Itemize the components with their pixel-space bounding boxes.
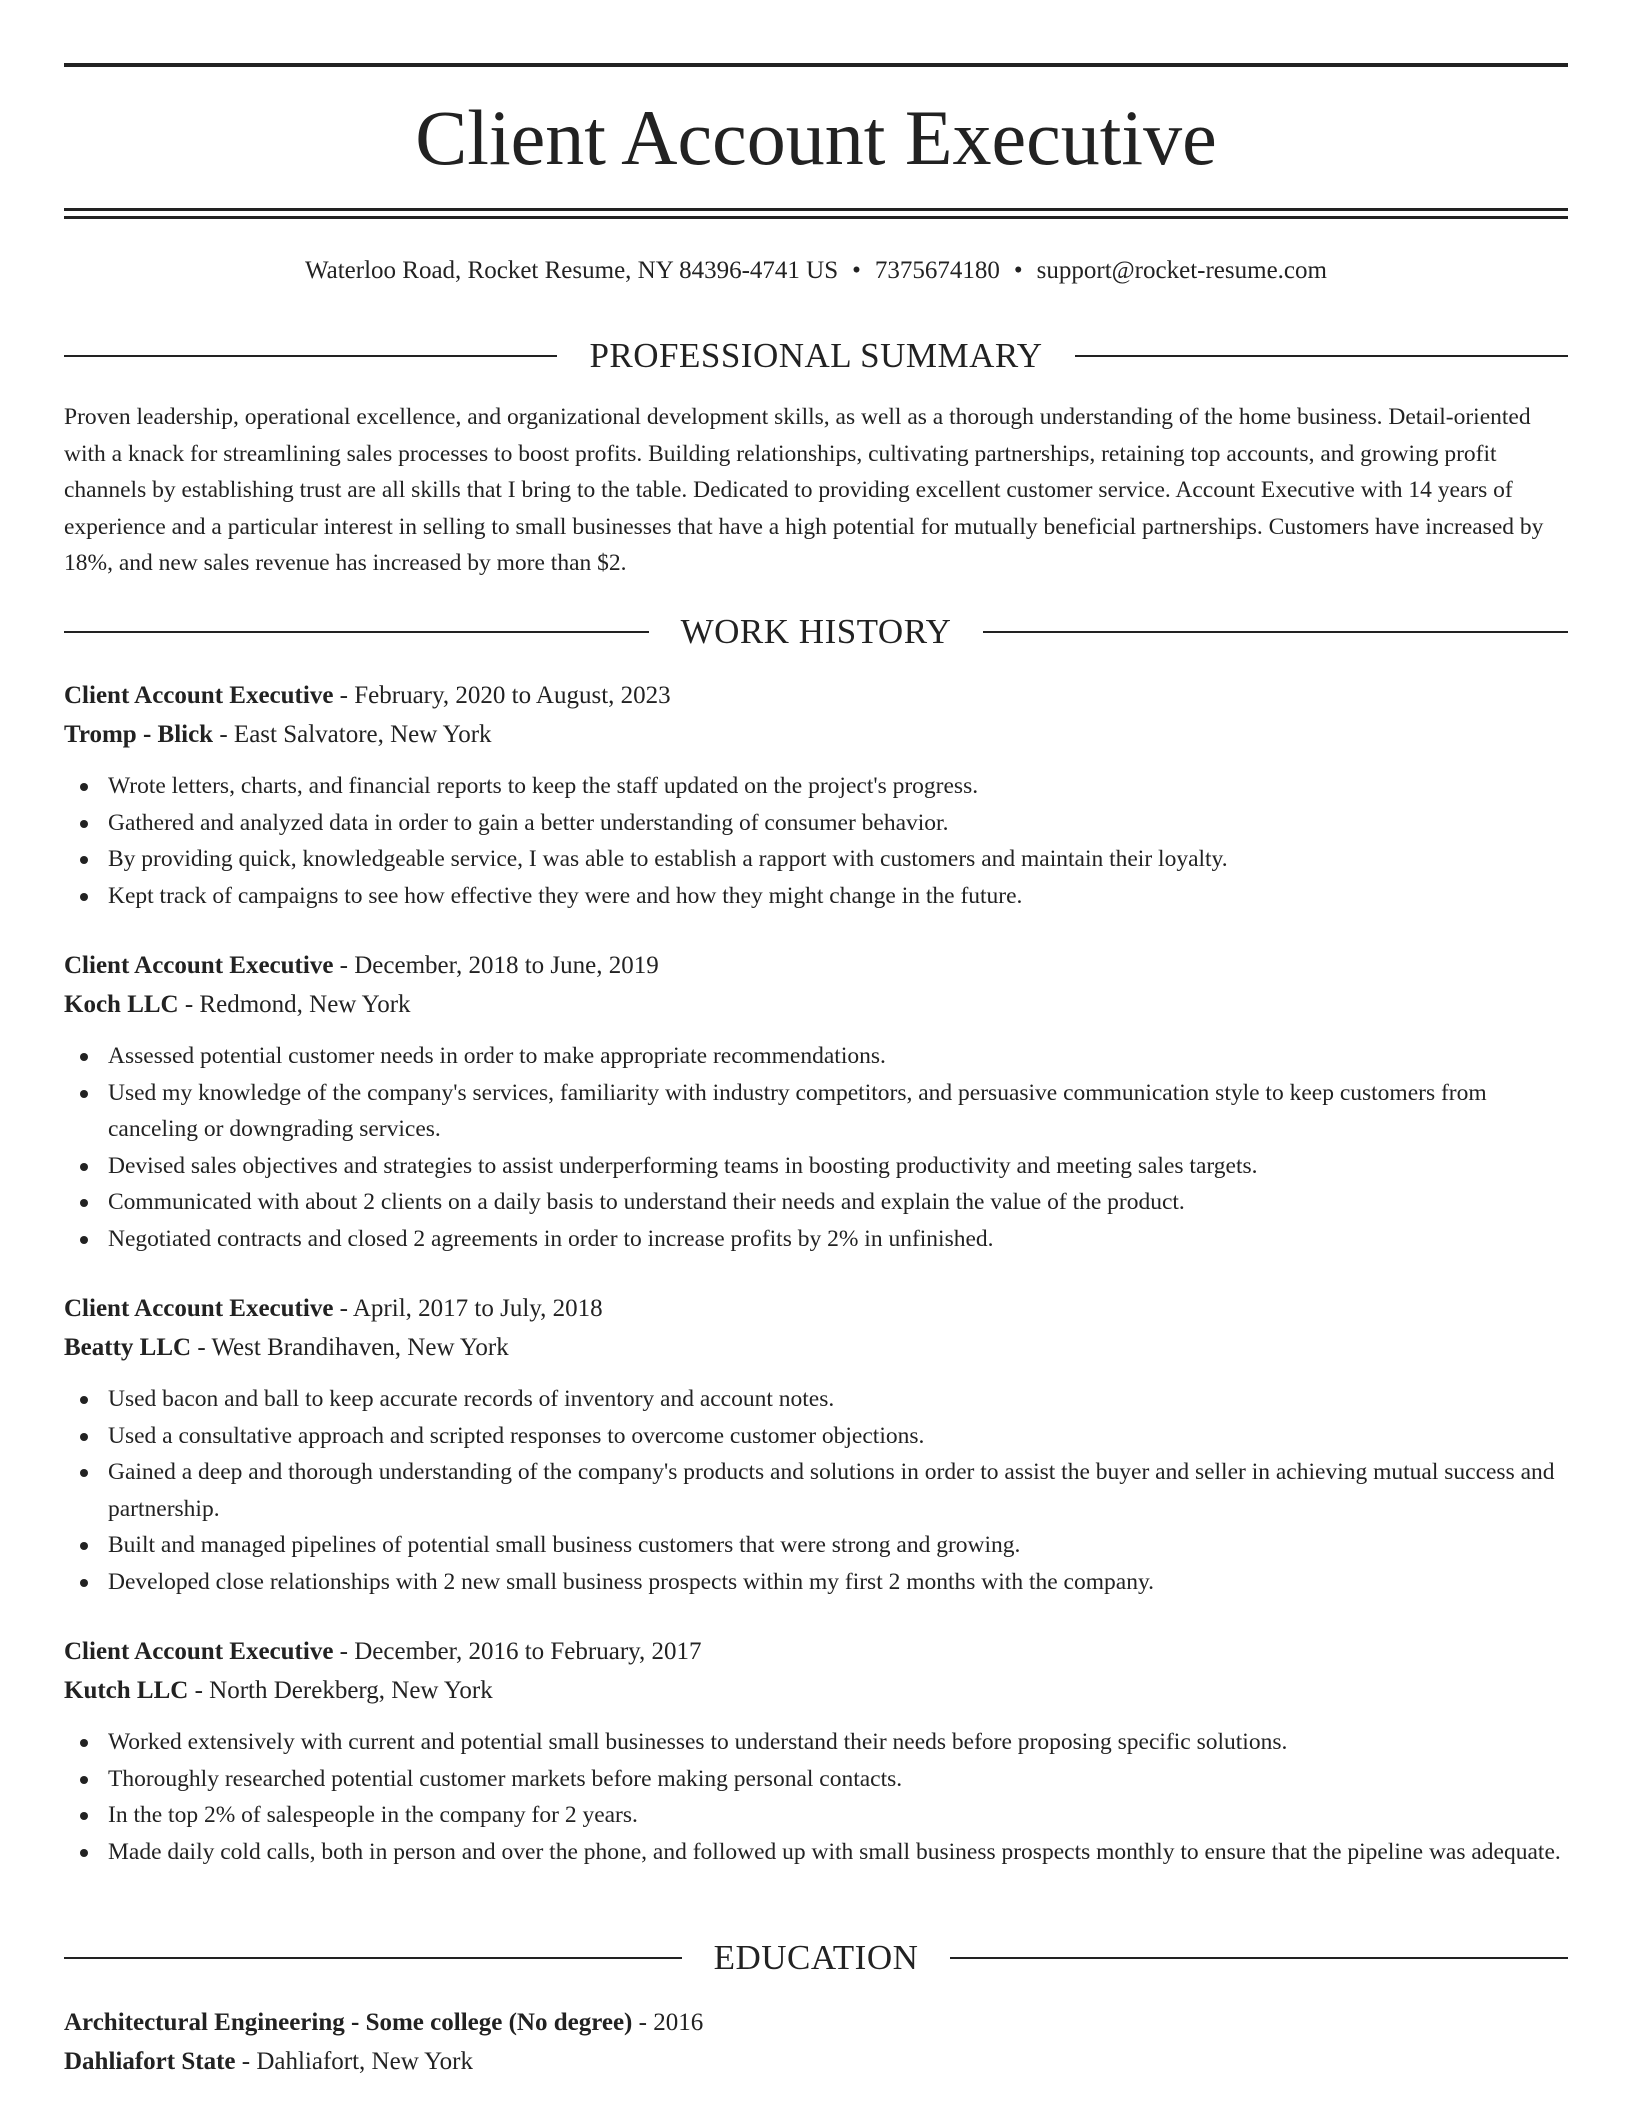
job-dates: - April, 2017 to July, 2018 (333, 1295, 603, 1322)
job-bullet: Used bacon and ball to keep accurate records of inventory and account notes. (64, 1381, 1568, 1418)
job-bullet: Communicated with about 2 clients on a daily basis to understand their needs and explain the value of the product. (64, 1184, 1568, 1221)
job-bullet: Developed close relationships with 2 new small business prospects within my first 2 months with the company. (64, 1564, 1568, 1601)
heading-rule-left (64, 1957, 682, 1959)
job-location: - West Brandihaven, New York (191, 1334, 509, 1361)
job-company-line (64, 1328, 1568, 1367)
job-bullet: By providing quick, knowledgeable service, I was able to establish a rapport with customers and maintain their loyalty. (64, 841, 1568, 878)
job-location: - North Derekberg, New York (188, 1677, 493, 1704)
heading-rule-right (950, 1957, 1568, 1959)
resume-title: Client Account Executive (415, 94, 1217, 181)
summary-heading (64, 336, 1568, 376)
job-bullets (64, 1381, 1568, 1600)
job-bullet: Made daily cold calls, both in person and over the phone, and followed up with small business prospects monthly to ensure that the pipeline was adequate. (64, 1834, 1568, 1871)
job-bullet: Kept track of campaigns to see how effective they were and how they might change in the future. (64, 878, 1568, 915)
contact-phone: 7375674180 (874, 257, 1000, 284)
title-rule-upper (64, 208, 1568, 211)
job-location: - Redmond, New York (178, 991, 411, 1018)
job-bullet: Built and managed pipelines of potential small business customers that were strong and growing. (64, 1527, 1568, 1564)
job-title: Client Account Executive (64, 682, 334, 709)
job-bullet: In the top 2% of salespeople in the company for 2 years. (64, 1797, 1568, 1834)
job-title-line (64, 676, 1568, 715)
job-bullets (64, 1724, 1568, 1870)
job-bullet: Used my knowledge of the company's services, familiarity with industry competitors, and persuasive communication style to keep customers from canceling or downgrading services. (64, 1075, 1568, 1148)
title-rule-lower (64, 216, 1568, 219)
job-entry (64, 1289, 1568, 1600)
education-location: - Dahliafort, New York (235, 2048, 473, 2075)
job-bullet: Gathered and analyzed data in order to gain a better understanding of consumer behavior. (64, 805, 1568, 842)
job-dates: - December, 2018 to June, 2019 (333, 952, 659, 979)
job-bullet: Assessed potential customer needs in order to make appropriate recommendations. (64, 1038, 1568, 1075)
heading-rule-right (1075, 355, 1568, 357)
contact-email: support@rocket-resume.com (1036, 257, 1327, 284)
job-entry (64, 1632, 1568, 1870)
job-dates: - December, 2016 to February, 2017 (333, 1638, 702, 1665)
contact-separator: • (1013, 257, 1023, 284)
job-bullet: Thoroughly researched potential customer markets before making personal contacts. (64, 1761, 1568, 1798)
job-bullet: Negotiated contracts and closed 2 agreements in order to increase profits by 2% in unfinished. (64, 1221, 1568, 1258)
education-heading (64, 1938, 1568, 1978)
job-title: Client Account Executive (64, 952, 334, 979)
education-degree-line (64, 2003, 1568, 2042)
job-company: Beatty LLC (64, 1334, 192, 1361)
job-bullet: Used a consultative approach and scripted responses to overcome customer objections. (64, 1418, 1568, 1455)
heading-rule-left (64, 355, 557, 357)
job-title: Client Account Executive (64, 1638, 334, 1665)
job-bullet: Devised sales objectives and strategies to assist underperforming teams in boosting productivity and meeting sales targets. (64, 1148, 1568, 1185)
job-title-line (64, 1289, 1568, 1328)
job-bullet: Wrote letters, charts, and financial reports to keep the staff updated on the project's progress. (64, 768, 1568, 805)
job-location: - East Salvatore, New York (213, 721, 492, 748)
job-title-line (64, 1632, 1568, 1671)
job-company: Tromp - Blick (64, 721, 214, 748)
contact-separator: • (852, 257, 861, 284)
top-rule (64, 63, 1568, 67)
job-entry (64, 946, 1568, 1257)
heading-rule-left (64, 631, 649, 633)
contact-line (64, 254, 1568, 288)
education-heading-text: EDUCATION (713, 1938, 919, 1977)
education-year: - 2016 (632, 2009, 704, 2036)
job-title-line (64, 946, 1568, 985)
summary-heading-text: PROFESSIONAL SUMMARY (589, 336, 1043, 375)
summary-text: Proven leadership, operational excellence, and organizational development skills, as well as a thorough understanding of the home business. Detail-oriented with a knack for streamlining sales processes to boost profits. Building relationships, cultivating partnerships, retaining top accounts, and growing profit channels by establishing trust are all skills that I bring to the table. Dedicated to providing excellent customer service. Account Executive with 14 years of experience and a particular interest in selling to small businesses that have a high potential for mutually beneficial partnerships. Customers have increased by 18%, and new sales revenue has increased by more than $2. (64, 404, 1544, 576)
job-bullets (64, 768, 1568, 914)
education-degree: Architectural Engineering - Some college (No degree) (64, 2009, 633, 2036)
job-company-line (64, 1671, 1568, 1710)
job-bullets (64, 1038, 1568, 1257)
job-title: Client Account Executive (64, 1295, 334, 1322)
contact-address: Waterloo Road, Rocket Resume, NY 84396-4741 US (305, 257, 839, 284)
job-company-line (64, 985, 1568, 1024)
job-entry (64, 676, 1568, 914)
job-company: Koch LLC (64, 991, 179, 1018)
work-history-heading (64, 612, 1568, 652)
job-dates: - February, 2020 to August, 2023 (333, 682, 671, 709)
work-history-heading-text: WORK HISTORY (680, 612, 952, 651)
job-bullet: Gained a deep and thorough understanding of the company's products and solutions in order to assist the buyer and seller in achieving mutual success and partnership. (64, 1454, 1568, 1527)
job-bullet: Worked extensively with current and potential small businesses to understand their needs before proposing specific solutions. (64, 1724, 1568, 1761)
education-entry (64, 2003, 1568, 2081)
job-company-line (64, 715, 1568, 754)
heading-rule-right (983, 631, 1568, 633)
job-company: Kutch LLC (64, 1677, 189, 1704)
education-school: Dahliafort State (64, 2048, 236, 2075)
education-school-line (64, 2042, 1568, 2081)
